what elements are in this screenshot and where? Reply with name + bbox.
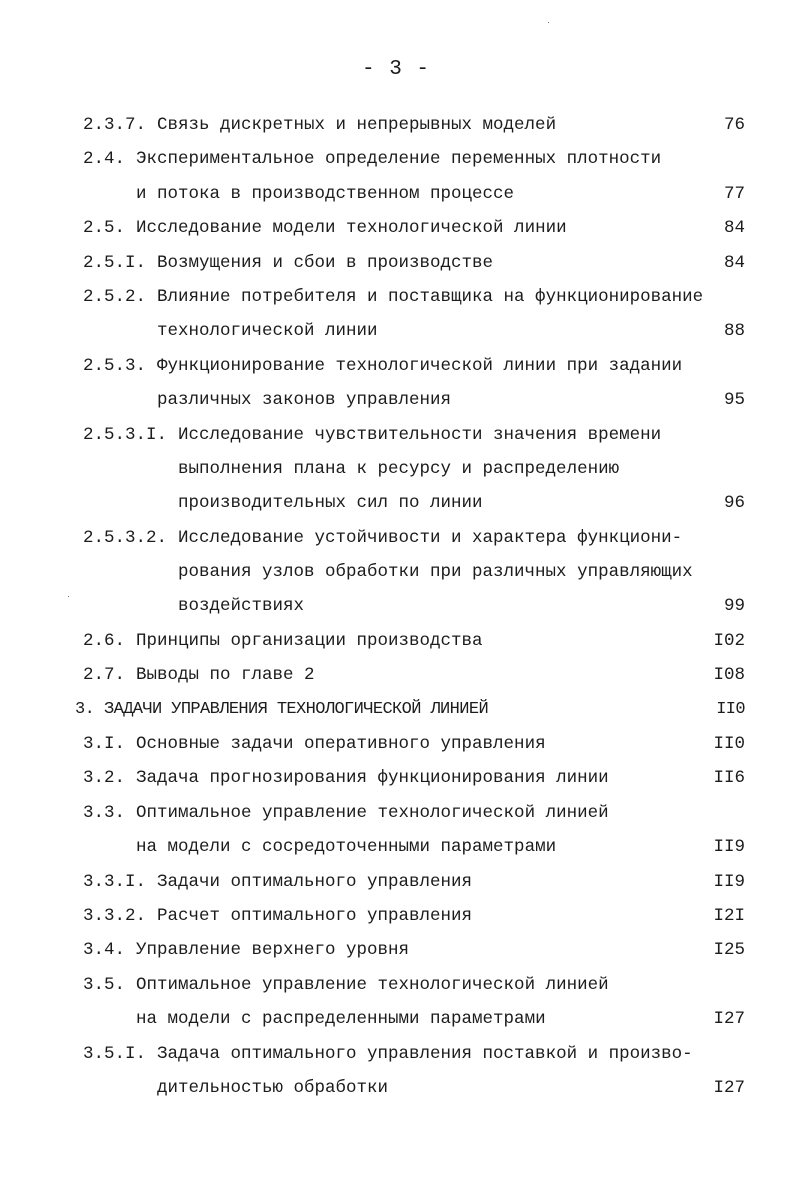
toc-entry <box>0 624 792 658</box>
page-number: - 3 - <box>361 58 430 81</box>
page-ref: I08 <box>713 665 745 686</box>
toc-entry <box>0 589 792 623</box>
page-ref: 99 <box>723 596 745 617</box>
chapter-title: ЗАДАЧИ УПРАВЛЕНИЯ ТЕХНОЛОГИЧЕСКОЙ ЛИНИЕЙ <box>104 699 489 719</box>
toc-entry <box>0 108 792 142</box>
page-ref: 88 <box>723 321 745 342</box>
page-ref: 77 <box>723 183 745 204</box>
toc-entry <box>0 246 792 280</box>
section-number: 2.5. <box>83 218 126 239</box>
toc-entry <box>0 1071 792 1105</box>
toc-entry <box>0 761 792 795</box>
page-ref: I02 <box>713 630 745 651</box>
toc-entry <box>0 830 792 864</box>
section-title: Задача оптимального управления поставкой и произво- <box>157 1043 693 1064</box>
toc-entry <box>0 177 792 211</box>
section-title: на модели с сосредоточенными параметрами <box>136 837 557 858</box>
scan-speck <box>548 22 549 23</box>
toc-entry <box>0 211 792 245</box>
section-number: 3.I. <box>83 734 126 755</box>
section-number: 2.5.2. <box>83 286 147 307</box>
section-title: технологической линии <box>157 321 378 342</box>
section-title: Задачи оптимального управления <box>157 871 473 892</box>
section-number: 3.2. <box>83 768 126 789</box>
section-title: различных законов управления <box>157 390 452 411</box>
section-title: Исследование чувствительности значения времени <box>178 424 662 445</box>
toc-entry <box>0 865 792 899</box>
section-number: 3.4. <box>83 940 126 961</box>
section-title: на модели с распределенными параметрами <box>136 1009 546 1030</box>
section-title: Функционирование технологической линии при задании <box>157 355 683 376</box>
toc-entry <box>0 521 792 555</box>
page-ref: 84 <box>723 218 745 239</box>
section-number: 2.5.3.I. <box>83 424 168 445</box>
toc-entry <box>0 555 792 589</box>
section-title: и потока в производственном процессе <box>136 183 515 204</box>
toc-entry <box>0 658 792 692</box>
page-ref: 96 <box>723 493 745 514</box>
section-title: Экспериментальное определение переменных плотности <box>136 149 662 170</box>
section-title: Возмущения и сбои в производстве <box>157 252 494 273</box>
section-number: 2.5.3.2. <box>83 527 168 548</box>
section-number: 2.7. <box>83 665 126 686</box>
toc-entry <box>0 142 792 176</box>
section-number: 2.6. <box>83 630 126 651</box>
page-ref: 76 <box>723 115 745 135</box>
toc-entry <box>0 933 792 967</box>
toc-entry <box>0 796 792 830</box>
section-number: 2.3.7. <box>83 115 147 135</box>
section-number: 3.5. <box>83 974 126 995</box>
toc-entry <box>0 452 792 486</box>
section-title: Основные задачи оперативного управления <box>136 734 546 755</box>
section-number: 2.5.3. <box>83 355 147 376</box>
page-ref: 84 <box>723 252 745 273</box>
section-title: Исследование модели технологической линии <box>136 218 567 239</box>
chapter-number: 3. <box>75 699 95 719</box>
section-number: 3.3.2. <box>83 905 147 926</box>
section-title: Связь дискретных и непрерывных моделей <box>157 115 557 135</box>
page-ref: I2I <box>713 905 745 926</box>
table-of-contents <box>0 108 792 1105</box>
toc-entry <box>0 418 792 452</box>
page-ref: I25 <box>713 940 745 961</box>
section-title: Выводы по главе 2 <box>136 665 315 686</box>
section-number: 2.4. <box>83 149 126 170</box>
section-title: Принципы организации производства <box>136 630 483 651</box>
toc-entry <box>0 1002 792 1036</box>
toc-entry <box>0 314 792 348</box>
page-ref: II9 <box>713 837 745 858</box>
toc-entry <box>0 1037 792 1071</box>
page-ref: II6 <box>713 768 745 789</box>
page-ref: I27 <box>713 1009 745 1030</box>
section-title: воздействиях <box>178 596 305 617</box>
section-title: Влияние потребителя и поставщика на функционирование <box>157 286 704 307</box>
toc-entry <box>0 280 792 314</box>
toc-chapter-entry <box>0 693 792 727</box>
section-number: 3.3.I. <box>83 871 147 892</box>
page-ref: I27 <box>713 1077 745 1098</box>
toc-entry <box>0 899 792 933</box>
toc-entry <box>0 968 792 1002</box>
page-ref: II0 <box>716 699 745 719</box>
page-ref: II9 <box>713 871 745 892</box>
section-title: Оптимальное управление технологической линией <box>136 802 609 823</box>
section-title: рования узлов обработки при различных управляющих <box>178 562 693 583</box>
section-number: 3.5.I. <box>83 1043 147 1064</box>
page-ref: 95 <box>723 390 745 411</box>
section-title: Расчет оптимального управления <box>157 905 473 926</box>
page-ref: II0 <box>713 734 745 755</box>
section-title: производительных сил по линии <box>178 493 483 514</box>
toc-entry <box>0 349 792 383</box>
toc-entry <box>0 727 792 761</box>
section-title: Исследование устойчивости и характера функциони- <box>178 527 683 548</box>
section-title: Оптимальное управление технологической линией <box>136 974 609 995</box>
section-title: Задача прогнозирования функционирования линии <box>136 768 609 789</box>
toc-entry <box>0 486 792 520</box>
section-title: дительностью обработки <box>157 1077 389 1098</box>
section-title: Управление верхнего уровня <box>136 940 410 961</box>
toc-entry <box>0 383 792 417</box>
section-number: 3.3. <box>83 802 126 823</box>
section-number: 2.5.I. <box>83 252 147 273</box>
section-title: выполнения плана к ресурсу и распределению <box>178 458 620 479</box>
